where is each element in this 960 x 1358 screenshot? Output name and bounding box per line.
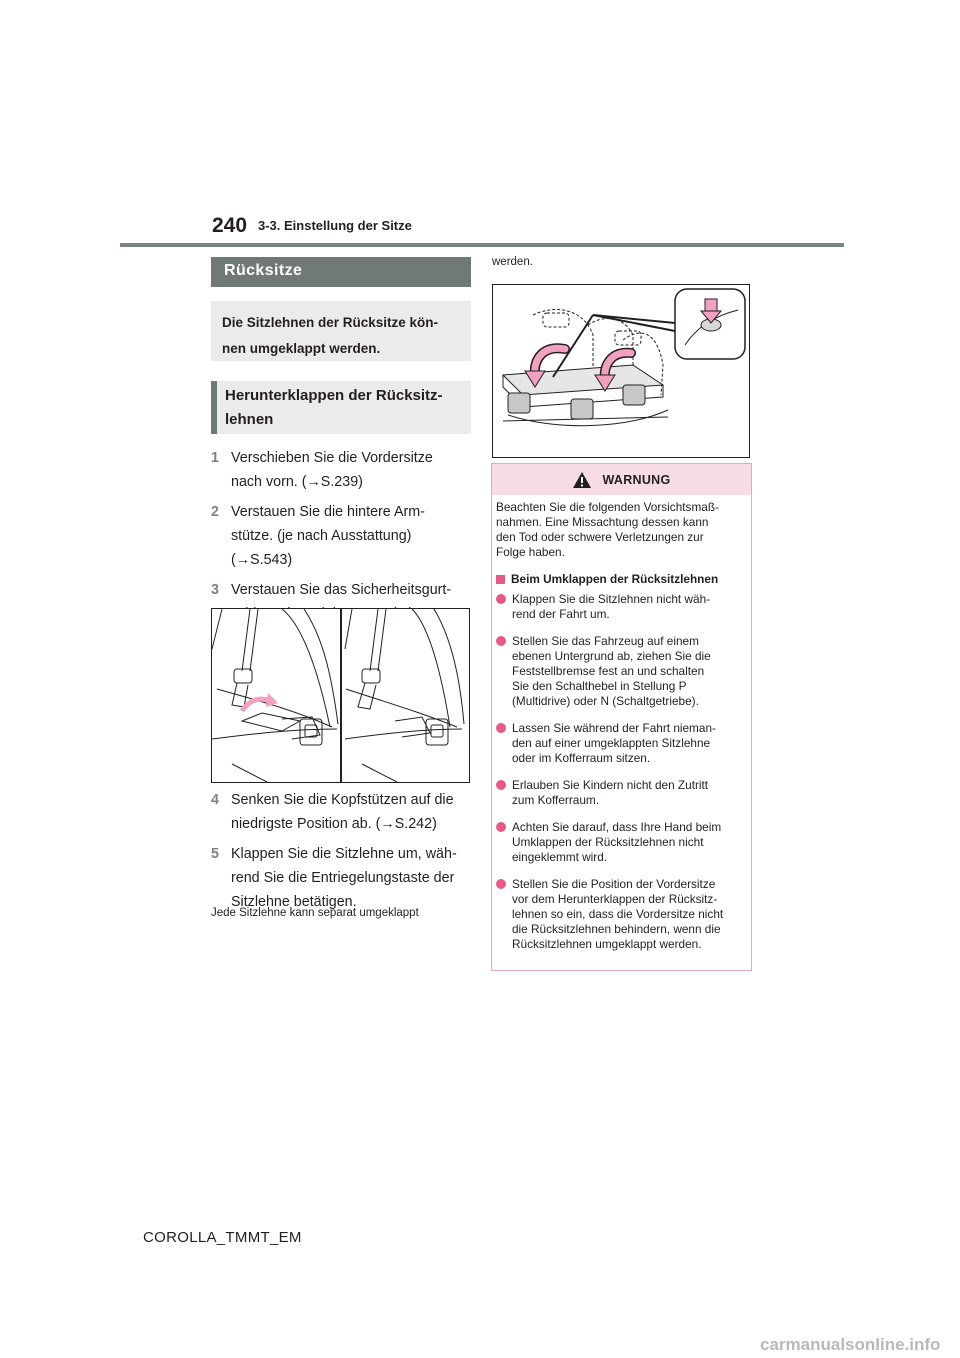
warning-item [496,778,743,808]
warning-item-text: Lassen Sie während der Fahrt nieman- den auf einer umgeklappten Sitzlehne oder im Kofferraum sitzen. [512,721,716,765]
watermark: carmanualsonline.info [760,1335,941,1354]
warning-intro: Beachten Sie die folgenden Vorsichtsmaß- nahmen. Eine Missachtung dessen kann den Tod oder schwere Verletzungen zur Folge haben. [496,500,719,559]
square-bullet-icon [496,575,505,584]
footer-code: COROLLA_TMMT_EM [143,1229,302,1246]
warning-subheading [496,572,743,587]
warning-item-text: Stellen Sie die Position der Vordersitze vor dem Herunterklappen der Rücksitz- lehnen so ein, dass die Vordersitze nicht die Rücksitzlehnen behindern, wenn die Rücksitzlehnen umgeklappt werden. [512,877,724,951]
intro-text: Die Sitzlehnen der Rücksitze kön- nen umgeklappt werden. [222,315,439,356]
bullet-icon [496,780,506,790]
warning-body [492,495,751,952]
warning-item [496,634,743,709]
step-item [211,446,471,494]
steps-list-b [211,788,471,920]
bullet-icon [496,723,506,733]
step-number: 2 [211,504,219,520]
bullet-icon [496,594,506,604]
page-number: 240 [212,214,248,237]
step-number: 5 [211,846,219,862]
step-text: Verstauen Sie die hintere Arm- stütze. (je nach Ausstattung) (→S.543) [231,504,425,568]
step-item [211,842,471,914]
warning-item-text: Erlauben Sie Kindern nicht den Zutritt zum Kofferraum. [512,778,709,807]
header-rule [120,243,844,247]
step-text: Senken Sie die Kopfstützen auf die niedrigste Position ab. (→S.242) [231,792,454,832]
warning-item [496,721,743,766]
warning-triangle-icon [572,471,592,489]
sub-heading [211,381,471,434]
note-continuation: werden. [492,256,533,268]
warning-item-text: Stellen Sie das Fahrzeug auf einem ebenen Untergrund ab, ziehen Sie die Feststellbremse fest an und schalten Sie den Schalthebel in Stellung P (Multidrive) oder N (Schaltgetriebe). [512,634,711,708]
seatback-fold-illustration [493,285,749,457]
warning-item [496,592,743,622]
intro-box [211,301,471,361]
step-text: Klappen Sie die Sitzlehne um, wäh- rend Sie die Entriegelungstaste der Sitzlehne betätigen. [231,846,457,910]
bullet-icon [496,636,506,646]
step-text: Verstauen Sie das Sicherheitsgurt- [231,582,452,598]
warning-item [496,877,743,952]
step-number: 3 [211,582,219,598]
step-number: 4 [211,792,219,808]
step-item [211,788,471,836]
warning-box [491,463,752,971]
sub-heading-text: Herunterklappen der Rücksitz- lehnen [225,387,443,428]
warning-item-text: Klappen Sie die Sitzlehnen nicht wäh- rend der Fahrt um. [512,592,711,621]
section-title: Rücksitze [211,257,471,287]
figure-buckle-stow [211,608,470,783]
figure-seatback-fold [492,284,750,458]
steps-list-a [211,446,471,626]
chapter-title: 3-3. Einstellung der Sitze [258,218,412,233]
warning-header [492,464,751,495]
warning-item-text: Achten Sie darauf, dass Ihre Hand beim Umklappen der Rücksitzlehnen nicht eingeklemmt wird. [512,820,722,864]
left-column [211,257,471,632]
note-text: Jede Sitzlehne kann separat umgeklappt [211,907,419,919]
step-item [211,500,471,572]
warning-title: WARNUNG [602,472,671,487]
bullet-icon [496,879,506,889]
step-number: 1 [211,450,219,466]
bullet-icon [496,822,506,832]
step-text: Verschieben Sie die Vordersitze nach vorn. (→S.239) [231,450,433,490]
warning-item [496,820,743,865]
buckle-stow-illustration [212,609,469,782]
warning-subheading-text: Beim Umklappen der Rücksitzlehnen [511,572,719,586]
